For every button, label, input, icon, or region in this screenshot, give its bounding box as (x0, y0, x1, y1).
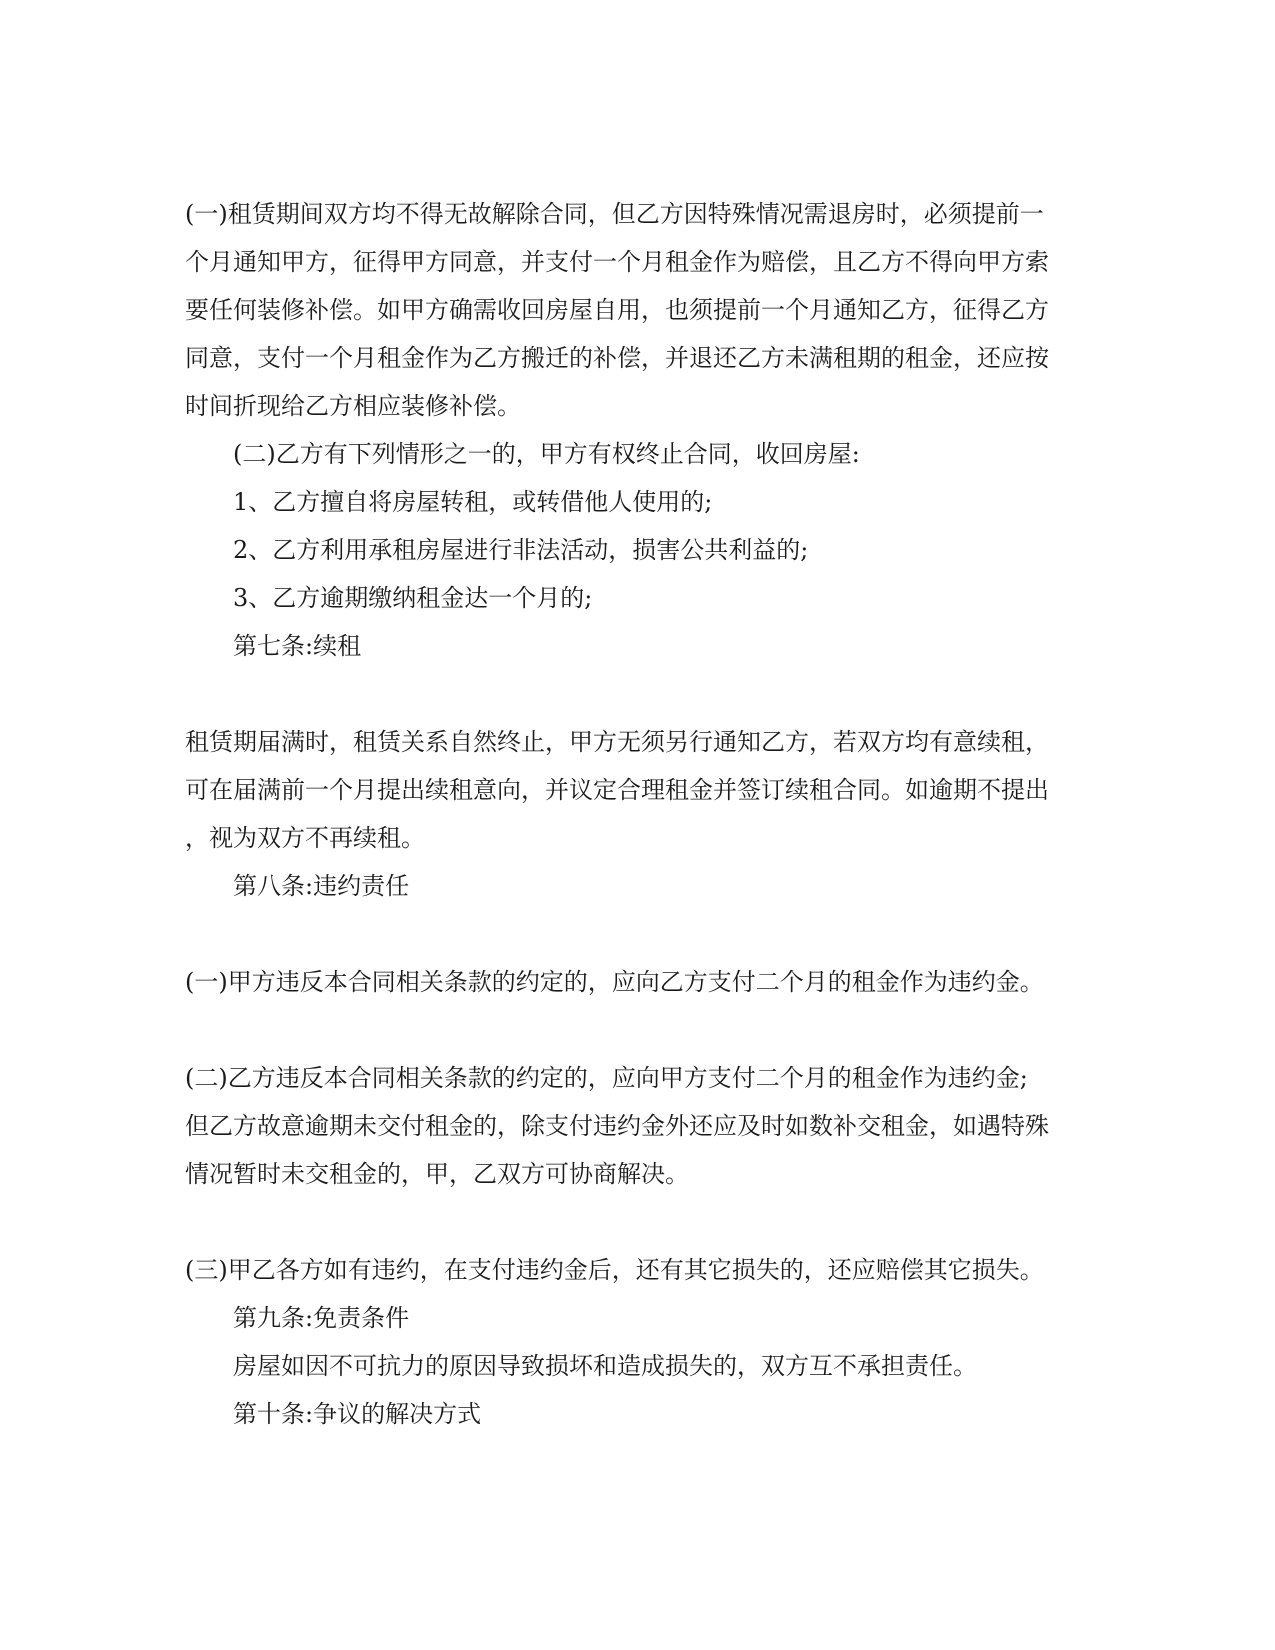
article-9-heading (233, 1294, 1143, 1342)
text-line: 3、乙方逾期缴纳租金达一个月的; (233, 584, 593, 612)
text-line: 租赁期届满时，租赁关系自然终止，甲方无须另行通知乙方，若双方均有意续租， (185, 728, 1049, 756)
text-line: 第九条:免责条件 (233, 1304, 410, 1332)
clause-8-1-paragraph (185, 958, 1095, 1006)
text-line: 2、乙方利用承租房屋进行非法活动，损害公共利益的; (233, 536, 809, 564)
text-line: 第八条:违约责任 (233, 872, 410, 900)
text-line: (二)乙方违反本合同相关条款的约定的，应向甲方支付二个月的租金作为违约金; (185, 1064, 1028, 1092)
article-10-heading (233, 1390, 1143, 1438)
text-line: 时间折现给乙方相应装修补偿。 (185, 392, 521, 420)
article-8-heading (233, 862, 1143, 910)
text-line: 第十条:争议的解决方式 (233, 1400, 482, 1428)
text-line: (三)甲乙各方如有违约，在支付违约金后，还有其它损失的，还应赔偿其它损失。 (185, 1256, 1044, 1284)
clause-6-2-paragraph (233, 430, 1143, 478)
text-line: 第七条:续租 (233, 632, 362, 660)
text-line: 个月通知甲方，征得甲方同意，并支付一个月租金作为赔偿，且乙方不得向甲方索 (185, 248, 1049, 276)
clause-8-2-paragraph (185, 1054, 1095, 1198)
article-7-heading (233, 622, 1143, 670)
text-line: 但乙方故意逾期未交付租金的，除支付违约金外还应及时如数补交租金，如遇特殊 (185, 1112, 1049, 1140)
text-line: 可在届满前一个月提出续租意向，并议定合理租金并签订续租合同。如逾期不提出 (185, 776, 1049, 804)
text-line: 要任何装修补偿。如甲方确需收回房屋自用，也须提前一个月通知乙方，征得乙方 (185, 296, 1049, 324)
article-9-paragraph (233, 1342, 1143, 1390)
clause-6-1-paragraph (185, 190, 1095, 430)
text-line: (二)乙方有下列情形之一的，甲方有权终止合同，收回房屋: (233, 440, 860, 468)
text-line: (一)租赁期间双方均不得无故解除合同，但乙方因特殊情况需退房时，必须提前一 (185, 200, 1044, 228)
article-7-paragraph (185, 718, 1095, 862)
text-line: 同意，支付一个月租金作为乙方搬迁的补偿，并退还乙方未满租期的租金，还应按 (185, 344, 1049, 372)
list-item-3 (233, 574, 1143, 622)
clause-8-3-paragraph (185, 1246, 1095, 1294)
text-line: 情况暂时未交租金的，甲，乙双方可协商解决。 (185, 1160, 689, 1188)
text-line: (一)甲方违反本合同相关条款的约定的，应向乙方支付二个月的租金作为违约金。 (185, 968, 1044, 996)
text-line: 房屋如因不可抗力的原因导致损坏和造成损失的，双方互不承担责任。 (233, 1352, 977, 1380)
text-line: ，视为双方不再续租。 (185, 824, 425, 852)
text-line: 1、乙方擅自将房屋转租，或转借他人使用的; (233, 488, 713, 516)
list-item-1 (233, 478, 1143, 526)
list-item-2 (233, 526, 1143, 574)
